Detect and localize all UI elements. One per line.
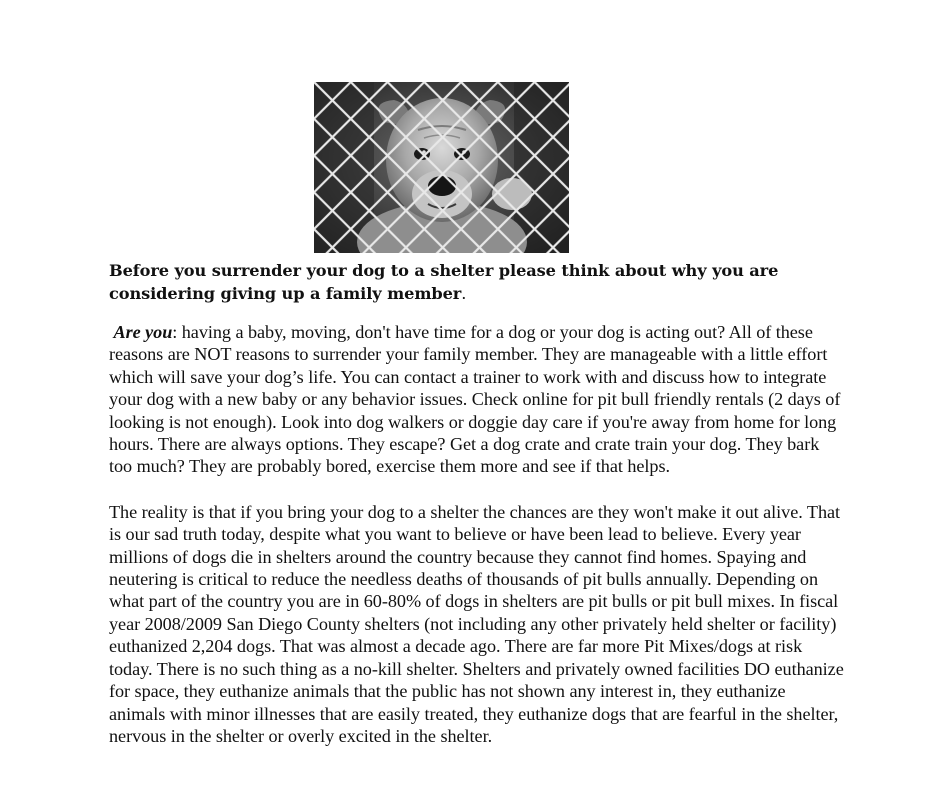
heading-period: . [461,284,467,303]
article-heading [109,259,844,305]
paragraph-reasons-text: : having a baby, moving, don't have time for a dog or your dog is acting out? All of these reasons are NOT reasons to surrender your family member. They are manageable with a little effort which will save your dog’s life. You can contact a trainer to work with and discuss how to integrate your dog with a new baby or any behavior issues. Check online for pit bull friendly rentals (2 days of looking is not enough). Look into dog walkers or doggie day care if you're away from home for long hours. There are always options. They escape? Get a dog crate and crate train your dog. They bark too much? They are probably bored, exercise them more and see if that helps. [109,322,841,477]
paragraph-reasons [109,321,844,478]
paragraph-reality [109,501,844,747]
pit-bull-behind-fence-photo [314,82,569,253]
heading-text: Before you surrender your dog to a shelter please think about why you are considering giving up a family member [109,261,779,303]
paragraph-reality-text: The reality is that if you bring your dog to a shelter the chances are they won't make it out alive. That is our sad truth today, despite what you want to believe or have been lead to believe. Every year millions of dogs die in shelters around the country because they cannot find homes. Spaying and neutering is critical to reduce the needless deaths of thousands of pit bulls annually. Depending on what part of the country you are in 60-80% of dogs in shelters are pit bulls or pit bull mixes. In fiscal year 2008/2009 San Diego County shelters (not including any other privately held shelter or facility) euthanized 2,204 dogs. That was almost a decade ago. There are far more Pit Mixes/dogs at risk today. There is no such thing as a no-kill shelter. Shelters and privately owned facilities DO euthanize for space, they euthanize animals that the public has not shown any interest in, they euthanize animals with minor illnesses that are easily treated, they euthanize dogs that are fearful in the shelter, nervous in the shelter or overly excited in the shelter. [109,501,844,746]
article-body [109,259,844,747]
paragraph-lead: Are you [113,322,173,342]
dog-photo-illustration [314,82,569,253]
